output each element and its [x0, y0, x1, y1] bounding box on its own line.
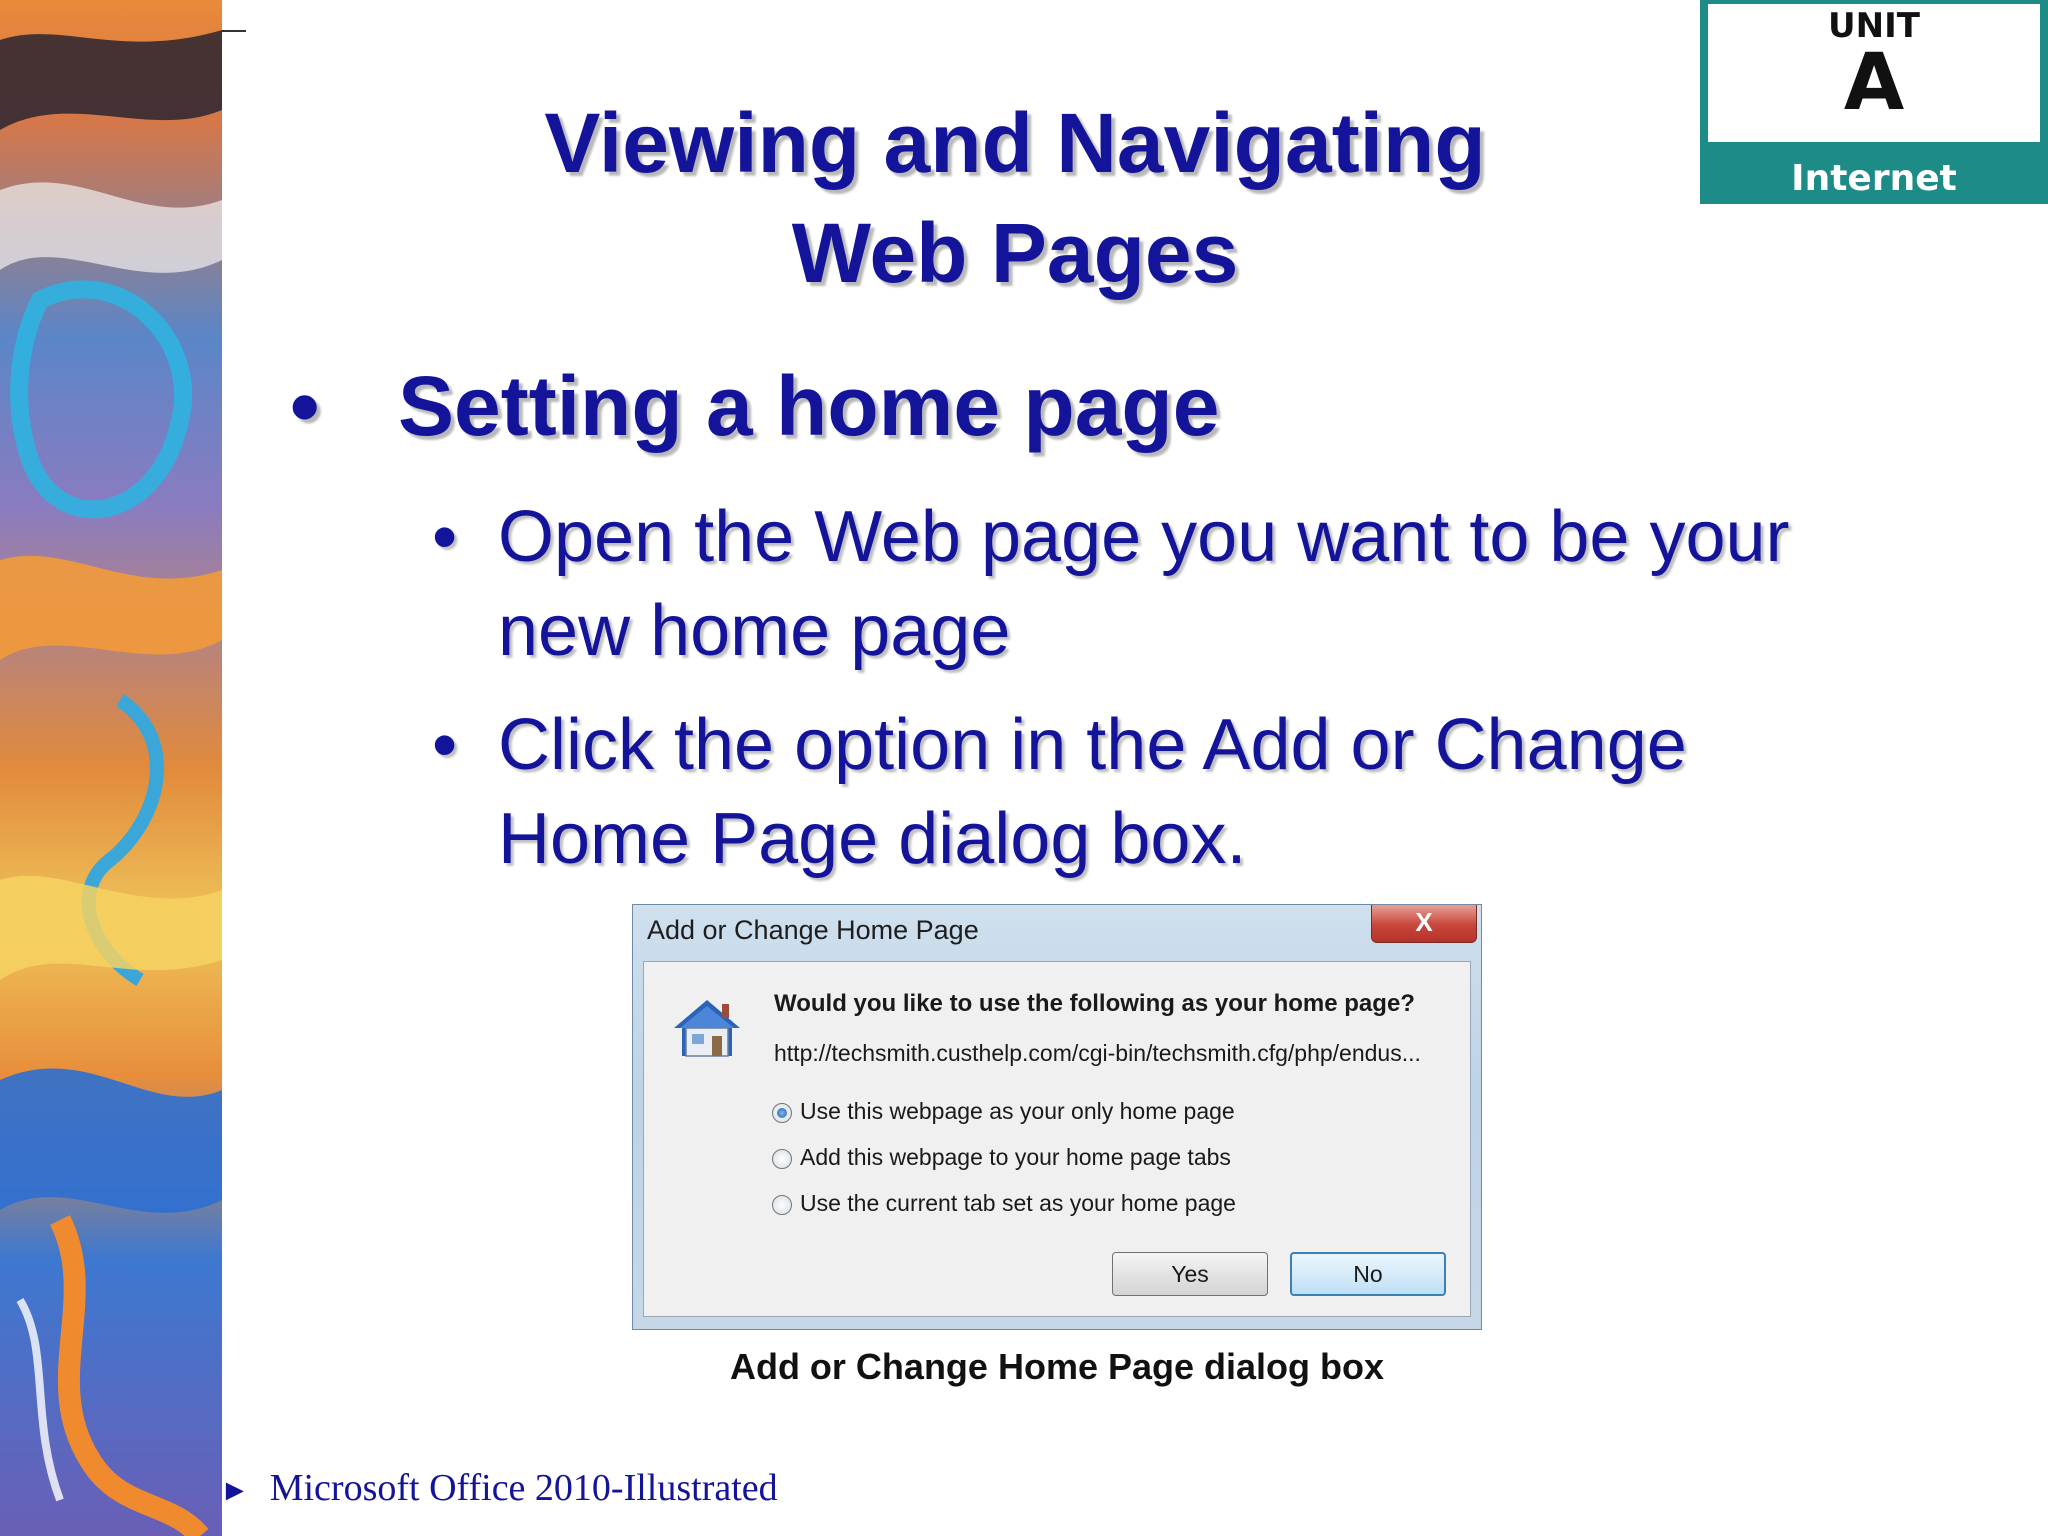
yes-button[interactable]: Yes — [1112, 1252, 1268, 1296]
figure-caption: Add or Change Home Page dialog box — [729, 1346, 1385, 1387]
decorative-painting — [0, 0, 222, 1536]
dialog-question: Would you like to use the following as your home page? — [774, 990, 1415, 1017]
bullet-dot: • — [432, 705, 458, 785]
badge-topic: Internet — [1791, 158, 1957, 199]
house-icon — [672, 996, 742, 1060]
option-use-tab-set[interactable] — [772, 1190, 1236, 1217]
footer — [220, 1466, 778, 1510]
no-button[interactable]: No — [1290, 1252, 1446, 1296]
triangle-arrow-icon: ► — [220, 1474, 250, 1507]
option-add-to-tabs[interactable] — [772, 1144, 1231, 1171]
badge-panel — [1708, 4, 2040, 142]
home-page-dialog — [632, 904, 1482, 1330]
option-only-home-page[interactable] — [772, 1098, 1235, 1125]
title-line-2: Web Pages — [791, 206, 1239, 300]
option-label: Add this webpage to your home page tabs — [800, 1144, 1231, 1170]
dialog-url: http://techsmith.custhelp.com/cgi-bin/techsmith.cfg/php/endus... — [774, 1040, 1421, 1066]
option-label: Use the current tab set as your home page — [800, 1190, 1236, 1216]
bullet-dot: • — [432, 497, 458, 577]
divider-mark — [222, 30, 246, 32]
bullet-level2-text: Open the Web page you want to be your new home page — [498, 497, 1790, 671]
unit-badge — [1700, 0, 2048, 204]
badge-unit-letter: A — [1843, 38, 1905, 128]
radio-unselected[interactable] — [772, 1195, 792, 1215]
footer-text: Microsoft Office 2010-Illustrated — [269, 1467, 778, 1509]
radio-selected[interactable] — [772, 1103, 792, 1123]
bullet-level1-text: Setting a home page — [398, 359, 1220, 453]
title-line-1: Viewing and Navigating — [544, 96, 1486, 190]
dialog-title: Add or Change Home Page — [647, 915, 979, 945]
option-label: Use this webpage as your only home page — [800, 1098, 1235, 1124]
slide-title — [400, 88, 1630, 308]
dialog-close-button[interactable]: X — [1371, 905, 1477, 943]
bullet-dot: • — [290, 359, 320, 453]
bullet-level2-text: Click the option in the Add or Change Home Page dialog box. — [498, 705, 1687, 879]
badge-unit-label: UNIT — [1828, 6, 1920, 46]
radio-unselected[interactable] — [772, 1149, 792, 1169]
dialog-body — [643, 961, 1471, 1317]
painting-art — [0, 0, 222, 1536]
